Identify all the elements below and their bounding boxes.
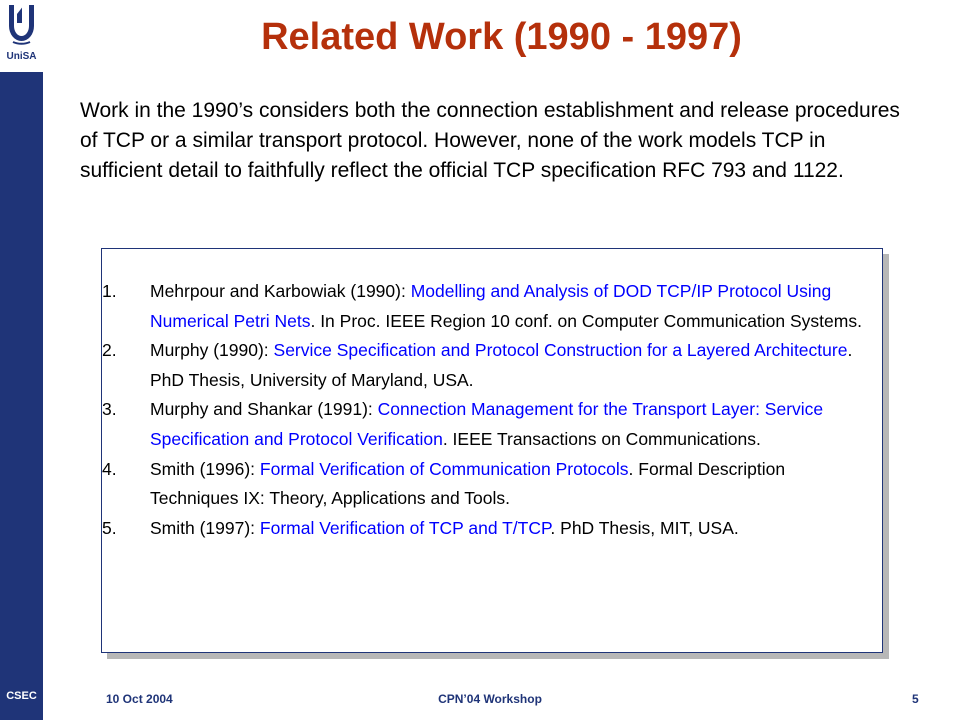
intro-paragraph: Work in the 1990’s considers both the connection establishment and release procedures of TCP or a similar transport protocol. However, none of the work models TCP in sufficient detail to faithfully reflect the official TCP specification RFC 793 and 1122. [80, 99, 900, 182]
reference-number: 1. [102, 281, 117, 301]
reference-details: . PhD Thesis, University of Maryland, USA. [150, 340, 853, 390]
reference-number: 3. [102, 399, 117, 420]
reference-author: Mehrpour and Karbowiak (1990): [150, 281, 411, 301]
references-list [102, 277, 872, 543]
left-sidebar-bar [0, 0, 43, 720]
reference-details: . In Proc. IEEE Region 10 conf. on Computer Communication Systems. [310, 310, 862, 331]
reference-title: Formal Verification of Communication Protocols [259, 458, 629, 479]
reference-number: 4. [102, 458, 117, 479]
reference-details: . IEEE Transactions on Communications. [442, 428, 761, 449]
reference-author: Murphy (1990): [150, 340, 274, 361]
reference-item [102, 277, 872, 336]
footer-date: 10 Oct 2004 [106, 692, 173, 706]
reference-author: Smith (1996): [150, 458, 260, 479]
unisa-logo [0, 0, 43, 72]
reference-item [102, 455, 872, 514]
reference-title: Modelling and Analysis of DOD TCP/IP Protocol Using Numerical Petri Nets [150, 281, 832, 331]
reference-title: Service Specification and Protocol Construction for a Layered Architecture [273, 340, 848, 361]
reference-details: . PhD Thesis, MIT, USA. [550, 517, 739, 538]
reference-item [102, 395, 872, 454]
footer-event: CPN’04 Workshop [438, 692, 542, 706]
logo-text: UniSA [6, 51, 37, 62]
slide-title: Related Work (1990 - 1997) [261, 16, 742, 58]
reference-item [102, 514, 872, 544]
page-number: 5 [912, 692, 919, 706]
reference-title: Connection Management for the Transport Layer: Service Specification and Protocol Verification [150, 399, 824, 449]
university-shield-icon [4, 2, 39, 48]
reference-author: Smith (1997): [150, 517, 260, 538]
reference-title: Formal Verification of TCP and T/TCP [259, 517, 551, 538]
unit-label: CSEC [6, 690, 37, 702]
reference-number: 2. [102, 340, 117, 361]
reference-number: 5. [102, 517, 117, 538]
reference-item [102, 336, 872, 395]
reference-details: . Formal Description Techniques IX: Theory, Applications and Tools. [150, 458, 786, 509]
reference-author: Murphy and Shankar (1991): [150, 399, 378, 420]
